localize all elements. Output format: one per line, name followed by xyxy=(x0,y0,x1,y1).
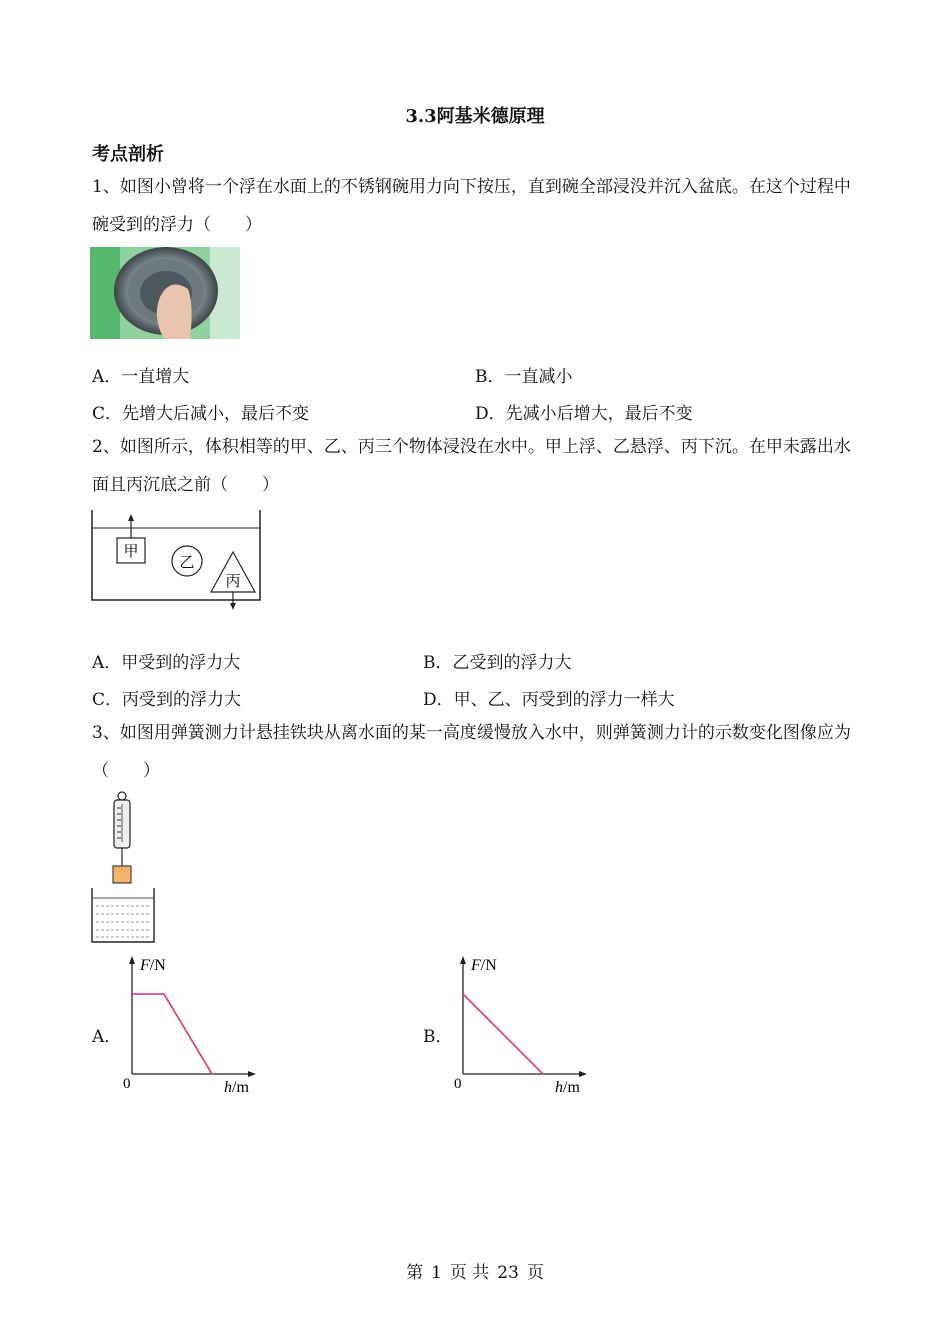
footer-total-pages: 23 xyxy=(497,1263,519,1283)
spring-scale-diagram xyxy=(88,790,160,946)
graph-a-line xyxy=(132,994,212,1074)
bowl-photo xyxy=(90,247,240,339)
label-yi: 乙 xyxy=(179,555,195,571)
label-jia: 甲 xyxy=(123,544,139,560)
x-axis-label: h/m xyxy=(224,1079,249,1096)
q1-option-b: B．一直减小 xyxy=(475,367,573,387)
footer-prefix: 第 xyxy=(406,1263,424,1283)
arrow-up-icon xyxy=(128,514,134,521)
section-heading: 考点剖析 xyxy=(92,144,164,165)
x-axis-label: h/m xyxy=(555,1079,580,1096)
x-axis-arrow-icon xyxy=(248,1071,256,1077)
y-axis-label: F/N xyxy=(140,957,166,974)
q2-option-a: A．甲受到的浮力大 xyxy=(92,653,241,673)
question-3-stem: 3、如图用弹簧测力计悬挂铁块从离水面的某一高度缓慢放入水中，则弹簧测力计的示数变化图像应为（ ） xyxy=(92,723,851,781)
footer-mid: 页 共 xyxy=(449,1263,490,1283)
q2-option-c: C．丙受到的浮力大 xyxy=(92,690,242,710)
y-axis-arrow-icon xyxy=(460,956,466,964)
graph-b xyxy=(445,952,605,1102)
iron-block xyxy=(113,866,131,883)
y-axis-arrow-icon xyxy=(129,956,135,964)
graph-b-line xyxy=(463,994,543,1074)
q3-option-b-label: B． xyxy=(423,1027,453,1047)
footer-suffix: 页 xyxy=(526,1263,544,1283)
question-1-stem: 1、如图小曾将一个浮在水面上的不锈钢碗用力向下按压，直到碗全部浸没并沉入盆底。在这个过程中碗受到的浮力（ ） xyxy=(92,177,851,235)
q3-option-a-label: A． xyxy=(92,1027,122,1047)
question-2-stem: 2、如图所示，体积相等的甲、乙、丙三个物体浸没在水中。甲上浮、乙悬浮、丙下沉。在甲未露出水面且丙沉底之前（ ） xyxy=(92,437,851,495)
water-container xyxy=(92,888,154,942)
q2-option-b: B．乙受到的浮力大 xyxy=(423,653,572,673)
q2-option-d: D．甲、乙、丙受到的浮力一样大 xyxy=(423,690,675,710)
footer-page-number: 1 xyxy=(431,1263,442,1283)
graph-a xyxy=(114,952,274,1102)
q1-option-d: D．先减小后增大，最后不变 xyxy=(475,404,693,424)
x-axis-arrow-icon xyxy=(579,1071,587,1077)
y-axis-label: F/N xyxy=(471,957,497,974)
origin-label: 0 xyxy=(123,1076,131,1092)
q1-option-c: C．先增大后减小，最后不变 xyxy=(92,404,310,424)
container-diagram xyxy=(88,506,268,612)
page-title: 3.3阿基米德原理 xyxy=(405,106,545,127)
page-footer xyxy=(0,1258,950,1283)
origin-label: 0 xyxy=(454,1076,462,1092)
arrow-down-icon xyxy=(230,603,236,610)
label-bing: 丙 xyxy=(225,574,241,590)
q1-option-a: A．一直增大 xyxy=(92,367,190,387)
